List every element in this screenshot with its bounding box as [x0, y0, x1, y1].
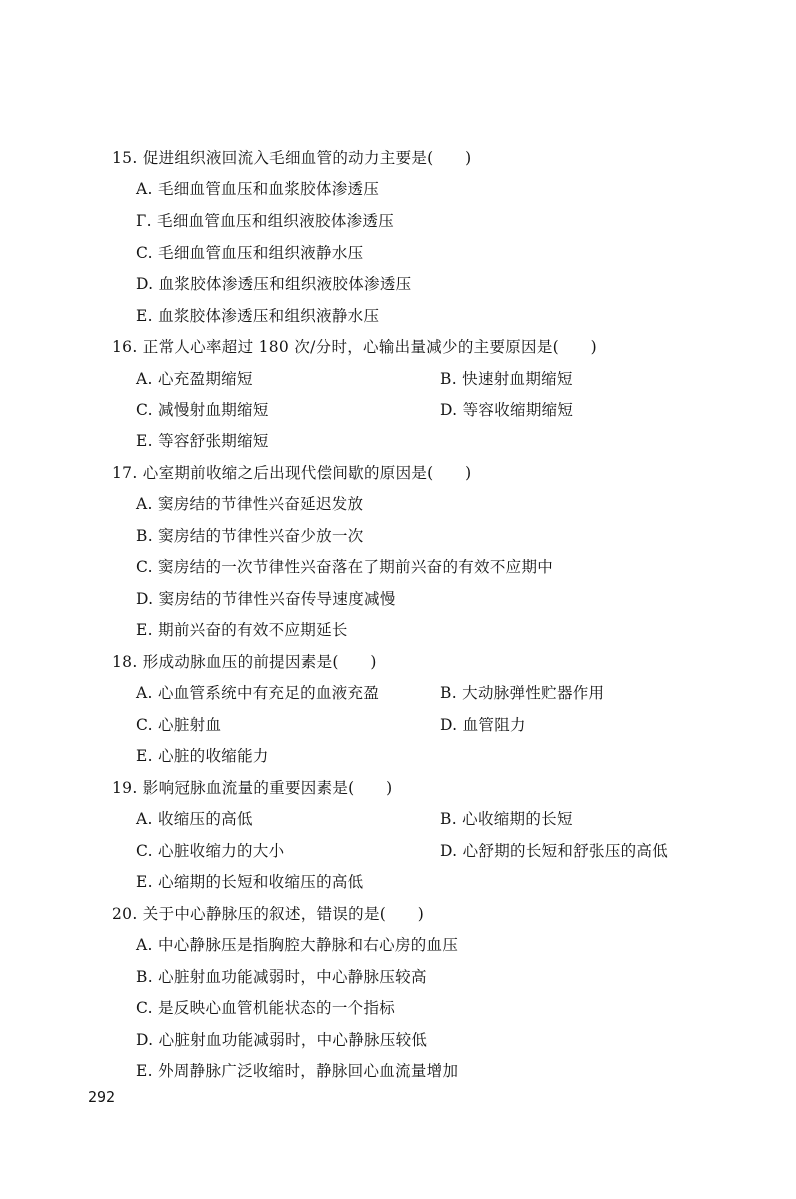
question-17-stem: 17. 心室期前收缩之后出现代偿间歇的原因是( )	[112, 464, 472, 482]
question-20-stem: 20. 关于中心静脉压的叙述，错误的是( )	[112, 905, 425, 923]
question-20-option-a: A. 中心静脉压是指胸腔大静脉和右心房的血压	[136, 936, 459, 954]
question-17-option-a: A. 窦房结的节律性兴奋延迟发放	[136, 495, 364, 513]
question-17-option-d: D. 窦房结的节律性兴奋传导速度减慢	[136, 590, 396, 608]
question-18-option-a: A. 心血管系统中有充足的血液充盈	[136, 684, 380, 702]
question-15-option-c: C. 毛细血管血压和组织液静水压	[136, 244, 364, 262]
question-15-option-a: A. 毛细血管血压和血浆胶体渗透压	[136, 180, 380, 198]
question-19-option-e: E. 心缩期的长短和收缩压的高低	[136, 873, 364, 891]
question-18-stem: 18. 形成动脉血压的前提因素是( )	[112, 653, 377, 671]
question-16-option-e: E. 等容舒张期缩短	[136, 432, 269, 450]
question-20-option-c: C. 是反映心血管机能状态的一个指标	[136, 999, 396, 1017]
question-17-option-b: B. 窦房结的节律性兴奋少放一次	[136, 527, 364, 545]
question-16-option-b: B. 快速射血期缩短	[440, 370, 573, 388]
question-19-option-d: D. 心舒期的长短和舒张压的高低	[440, 842, 669, 860]
question-19-option-c: C. 心脏收缩力的大小	[136, 842, 285, 860]
question-17-option-e: E. 期前兴奋的有效不应期延长	[136, 621, 348, 639]
question-18-option-b: B. 大动脉弹性贮器作用	[440, 684, 605, 702]
question-20-option-e: E. 外周静脉广泛收缩时，静脉回心血流量增加	[136, 1062, 459, 1080]
question-19-stem: 19. 影响冠脉血流量的重要因素是( )	[112, 779, 393, 797]
question-16-option-d: D. 等容收缩期缩短	[440, 401, 574, 419]
question-18-option-c: C. 心脏射血	[136, 716, 222, 734]
question-19-option-b: B. 心收缩期的长短	[440, 810, 573, 828]
question-16-stem: 16. 正常人心率超过 180 次/分时，心输出量减少的主要原因是( )	[112, 338, 597, 356]
question-18-option-e: E. 心脏的收缩能力	[136, 747, 269, 765]
page-number: 292	[88, 1088, 116, 1106]
question-20-option-b: B. 心脏射血功能减弱时，中心静脉压较高	[136, 968, 427, 986]
question-15-option-b: Г. 毛细血管血压和组织液胶体渗透压	[136, 212, 395, 230]
question-18-option-d: D. 血管阻力	[440, 716, 526, 734]
question-15-stem: 15. 促进组织液回流入毛细血管的动力主要是( )	[112, 149, 472, 167]
question-19-option-a: A. 收缩压的高低	[136, 810, 253, 828]
question-16-option-a: A. 心充盈期缩短	[136, 370, 253, 388]
question-16-option-c: C. 减慢射血期缩短	[136, 401, 269, 419]
question-17-option-c: C. 窦房结的一次节律性兴奋落在了期前兴奋的有效不应期中	[136, 558, 554, 576]
question-20-option-d: D. 心脏射血功能减弱时，中心静脉压较低	[136, 1031, 428, 1049]
question-15-option-d: D. 血浆胶体渗透压和组织液胶体渗透压	[136, 275, 412, 293]
question-15-option-e: E. 血浆胶体渗透压和组织液静水压	[136, 307, 380, 325]
